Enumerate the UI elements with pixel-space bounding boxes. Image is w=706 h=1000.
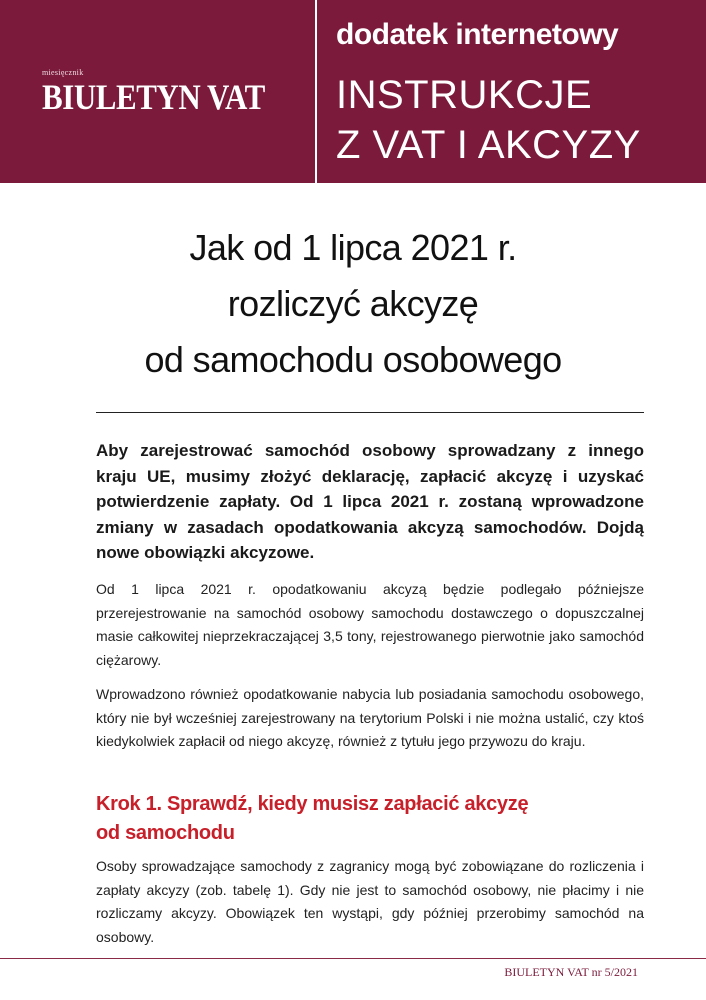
step1-heading-line1: Krok 1. Sprawdź, kiedy musisz zapłacić akcyzę <box>96 793 529 815</box>
logo-wordmark: BIULETYN VAT <box>42 77 265 117</box>
article-title-line2: rozliczyć akcyzę <box>227 283 479 324</box>
series-title-line1: INSTRUKCJE <box>336 73 593 117</box>
lead-paragraph: Aby zarejestrować samochód osobowy sprowadzany z innego kraju UE, musimy złożyć deklarację, zapłacić akcyzę i uzyskać potwierdzenie zapłaty. Od 1 lipca 2021 r. zostaną wprowadzone zmiany w zasadach opodatkowania akcyzą samochodów. Dojdą nowe obowiązki akcyzowe. <box>96 441 644 562</box>
logo-subtitle: miesięcznik <box>42 68 84 77</box>
series-title-line2: Z VAT I AKCYZY <box>336 123 641 167</box>
body-paragraph-1: Od 1 lipca 2021 r. opodatkowaniu akcyzą będzie podlegało późniejsze przerejestrowanie na samochód osobowy samochodu dostawczego o dopuszczalnej masie całkowitej nieprzekraczającej 3,5 tony, rejestrowanego pierwotnie jako samochód ciężarowy. <box>96 581 644 668</box>
step1-heading-line2: od samochodu <box>96 822 235 844</box>
step1-heading <box>96 790 644 848</box>
supplement-label: dodatek internetowy <box>336 18 619 51</box>
article-title-line1: Jak od 1 lipca 2021 r. <box>189 227 517 268</box>
article-title <box>0 220 706 388</box>
header-divider <box>315 0 317 183</box>
series-title <box>336 70 641 170</box>
header-banner <box>0 0 706 183</box>
body-paragraph-2: Wprowadzono również opodatkowanie nabycia lub posiadania samochodu osobowego, który nie był wcześniej zarejestrowany na terytorium Polski i nie można ustalić, czy ktoś kiedykolwiek zapłacił od niego akcyzę, również z tytułu jego przywozu do kraju. <box>96 686 644 749</box>
body-paragraph-3: Osoby sprowadzające samochody z zagranicy mogą być zobowiązane do rozliczenia i zapłaty akcyzy (zob. tabelę 1). Gdy nie jest to samochód osobowy, nie płacimy i nie rozliczamy akcyzy. Obowiązek ten wystąpi, gdy później przerobimy samochód na osobowy. <box>96 858 644 945</box>
article-title-line3: od samochodu osobowego <box>144 339 562 380</box>
title-rule <box>96 412 644 413</box>
footer-issue: BIULETYN VAT nr 5/2021 <box>504 965 638 979</box>
footer-rule <box>0 958 706 959</box>
